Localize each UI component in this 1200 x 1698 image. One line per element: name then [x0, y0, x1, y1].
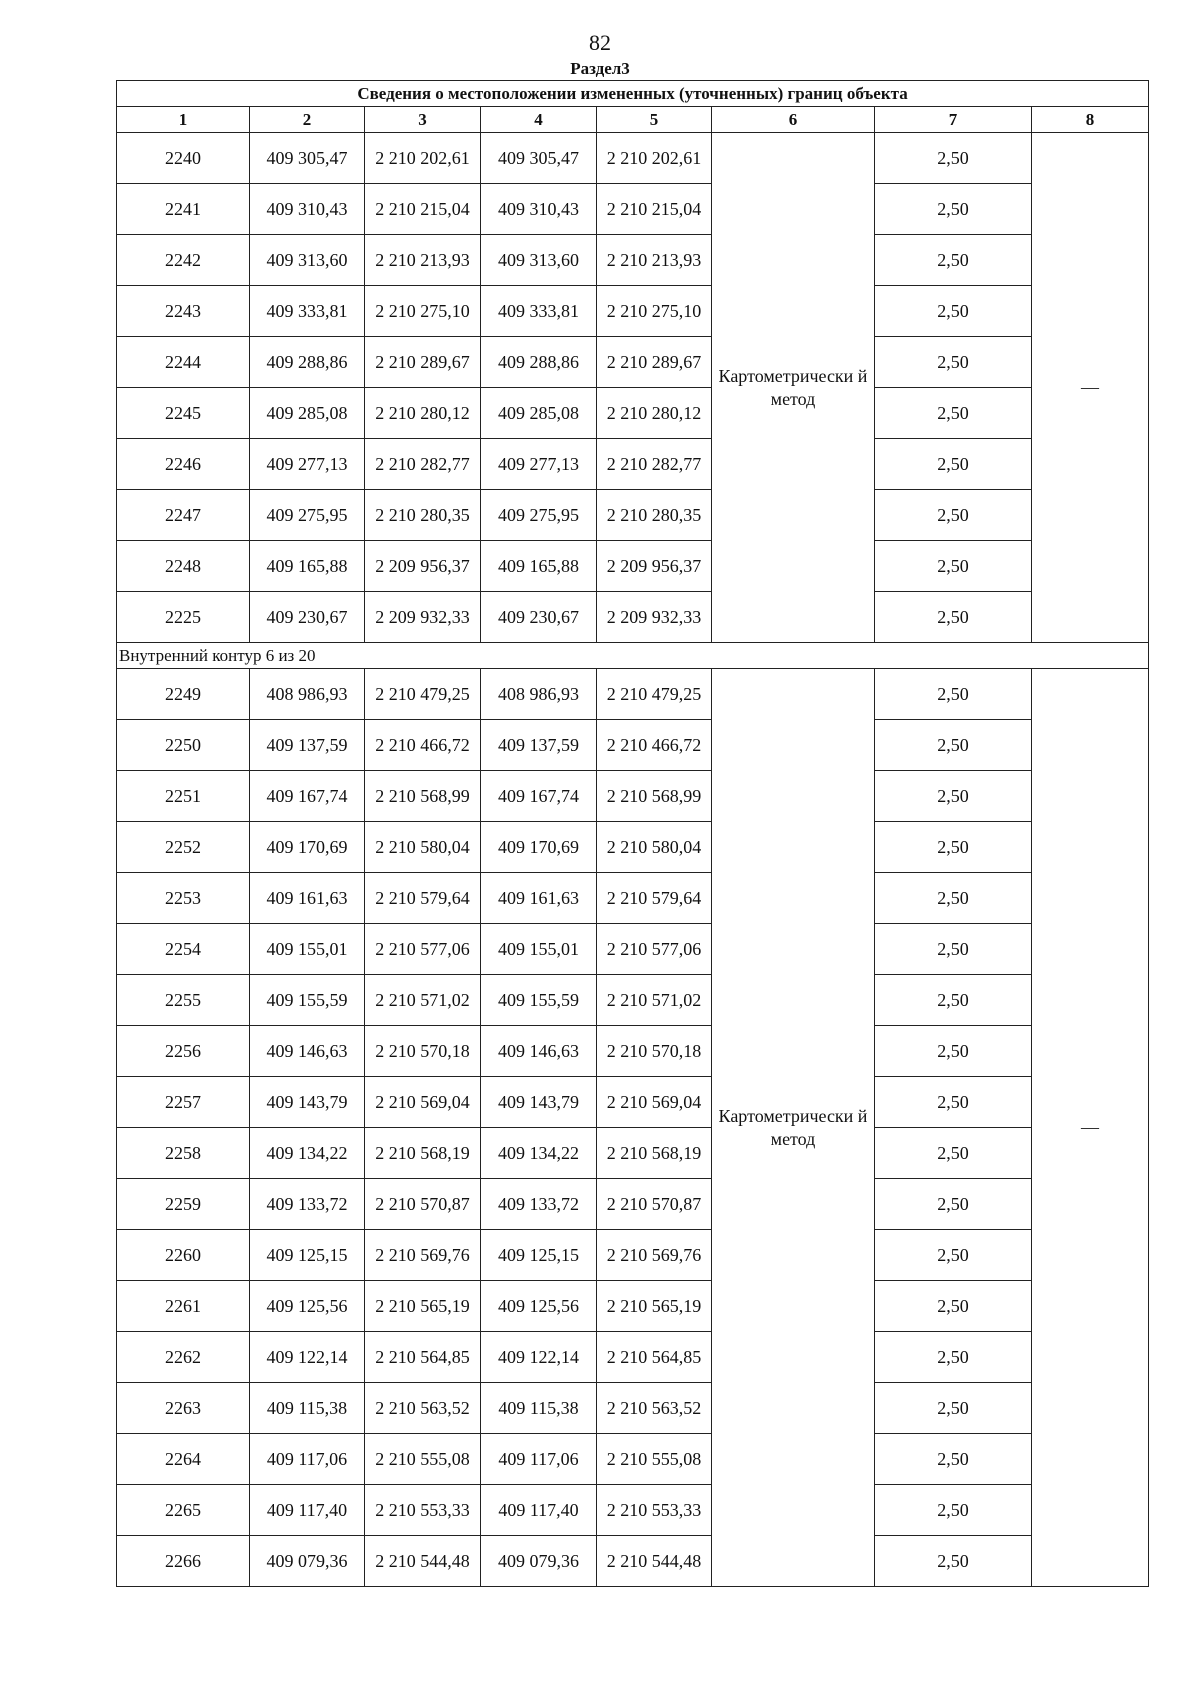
x-new-cell: 409 122,14: [481, 1332, 597, 1383]
x-new-cell: 409 165,88: [481, 541, 597, 592]
table-title-row: [117, 81, 1149, 107]
table-row: [117, 235, 1149, 286]
x-new-cell: 409 277,13: [481, 439, 597, 490]
accuracy-cell: 2,50: [875, 1332, 1032, 1383]
point-number-cell: 2260: [117, 1230, 250, 1281]
column-header-1: 1: [117, 107, 250, 133]
table-row: [117, 1434, 1149, 1485]
y-old-cell: 2 210 568,19: [365, 1128, 481, 1179]
y-old-cell: 2 210 580,04: [365, 822, 481, 873]
x-old-cell: 409 122,14: [250, 1332, 365, 1383]
accuracy-cell: 2,50: [875, 133, 1032, 184]
y-new-cell: 2 210 275,10: [597, 286, 712, 337]
y-new-cell: 2 210 577,06: [597, 924, 712, 975]
point-number-cell: 2258: [117, 1128, 250, 1179]
y-old-cell: 2 210 569,76: [365, 1230, 481, 1281]
x-old-cell: 409 115,38: [250, 1383, 365, 1434]
table-row: [117, 490, 1149, 541]
y-old-cell: 2 210 563,52: [365, 1383, 481, 1434]
accuracy-cell: 2,50: [875, 1026, 1032, 1077]
y-new-cell: 2 210 215,04: [597, 184, 712, 235]
column-header-2: 2: [250, 107, 365, 133]
table-row: [117, 1077, 1149, 1128]
y-old-cell: 2 210 569,04: [365, 1077, 481, 1128]
point-number-cell: 2247: [117, 490, 250, 541]
column-header-7: 7: [875, 107, 1032, 133]
x-old-cell: 409 313,60: [250, 235, 365, 286]
y-new-cell: 2 210 565,19: [597, 1281, 712, 1332]
description-cell: —: [1032, 669, 1149, 1587]
point-number-cell: 2255: [117, 975, 250, 1026]
point-number-cell: 2246: [117, 439, 250, 490]
accuracy-cell: 2,50: [875, 184, 1032, 235]
accuracy-cell: 2,50: [875, 1281, 1032, 1332]
x-old-cell: 409 117,06: [250, 1434, 365, 1485]
y-new-cell: 2 210 579,64: [597, 873, 712, 924]
y-old-cell: 2 210 564,85: [365, 1332, 481, 1383]
column-header-row: [117, 107, 1149, 133]
column-header-6: 6: [712, 107, 875, 133]
point-number-cell: 2225: [117, 592, 250, 643]
accuracy-cell: 2,50: [875, 924, 1032, 975]
x-new-cell: 409 288,86: [481, 337, 597, 388]
y-old-cell: 2 209 956,37: [365, 541, 481, 592]
accuracy-cell: 2,50: [875, 1179, 1032, 1230]
point-number-cell: 2250: [117, 720, 250, 771]
accuracy-cell: 2,50: [875, 1434, 1032, 1485]
x-new-cell: 409 170,69: [481, 822, 597, 873]
x-old-cell: 409 134,22: [250, 1128, 365, 1179]
accuracy-cell: 2,50: [875, 873, 1032, 924]
column-header-5: 5: [597, 107, 712, 133]
y-new-cell: 2 210 202,61: [597, 133, 712, 184]
method-cell: Картометрически й метод: [712, 133, 875, 643]
x-old-cell: 409 155,59: [250, 975, 365, 1026]
y-new-cell: 2 210 563,52: [597, 1383, 712, 1434]
y-old-cell: 2 209 932,33: [365, 592, 481, 643]
table-row: [117, 873, 1149, 924]
x-old-cell: 409 288,86: [250, 337, 365, 388]
x-new-cell: 409 161,63: [481, 873, 597, 924]
y-old-cell: 2 210 479,25: [365, 669, 481, 720]
contour-label: Внутренний контур 6 из 20: [117, 643, 1149, 669]
accuracy-cell: 2,50: [875, 337, 1032, 388]
x-old-cell: 409 285,08: [250, 388, 365, 439]
x-new-cell: 409 134,22: [481, 1128, 597, 1179]
x-new-cell: 409 333,81: [481, 286, 597, 337]
table-row: [117, 669, 1149, 720]
y-new-cell: 2 210 569,76: [597, 1230, 712, 1281]
accuracy-cell: 2,50: [875, 975, 1032, 1026]
point-number-cell: 2245: [117, 388, 250, 439]
table-row: [117, 1230, 1149, 1281]
accuracy-cell: 2,50: [875, 388, 1032, 439]
y-old-cell: 2 210 544,48: [365, 1536, 481, 1587]
y-old-cell: 2 210 282,77: [365, 439, 481, 490]
x-new-cell: 409 155,59: [481, 975, 597, 1026]
y-old-cell: 2 210 570,87: [365, 1179, 481, 1230]
accuracy-cell: 2,50: [875, 592, 1032, 643]
x-old-cell: 409 146,63: [250, 1026, 365, 1077]
x-old-cell: 409 133,72: [250, 1179, 365, 1230]
y-new-cell: 2 210 580,04: [597, 822, 712, 873]
x-new-cell: 409 285,08: [481, 388, 597, 439]
point-number-cell: 2265: [117, 1485, 250, 1536]
accuracy-cell: 2,50: [875, 439, 1032, 490]
column-header-8: 8: [1032, 107, 1149, 133]
point-number-cell: 2252: [117, 822, 250, 873]
x-old-cell: 409 137,59: [250, 720, 365, 771]
accuracy-cell: 2,50: [875, 1536, 1032, 1587]
y-new-cell: 2 210 213,93: [597, 235, 712, 286]
x-new-cell: 409 133,72: [481, 1179, 597, 1230]
x-old-cell: 409 143,79: [250, 1077, 365, 1128]
x-old-cell: 409 165,88: [250, 541, 365, 592]
point-number-cell: 2249: [117, 669, 250, 720]
accuracy-cell: 2,50: [875, 771, 1032, 822]
x-old-cell: 409 170,69: [250, 822, 365, 873]
point-number-cell: 2257: [117, 1077, 250, 1128]
x-old-cell: 409 275,95: [250, 490, 365, 541]
point-number-cell: 2264: [117, 1434, 250, 1485]
accuracy-cell: 2,50: [875, 1230, 1032, 1281]
table-row: [117, 771, 1149, 822]
y-old-cell: 2 210 275,10: [365, 286, 481, 337]
point-number-cell: 2248: [117, 541, 250, 592]
x-new-cell: 409 155,01: [481, 924, 597, 975]
y-new-cell: 2 209 932,33: [597, 592, 712, 643]
x-old-cell: 409 125,15: [250, 1230, 365, 1281]
table-row: [117, 1485, 1149, 1536]
y-old-cell: 2 210 571,02: [365, 975, 481, 1026]
point-number-cell: 2261: [117, 1281, 250, 1332]
x-new-cell: 409 117,06: [481, 1434, 597, 1485]
accuracy-cell: 2,50: [875, 286, 1032, 337]
table-row: [117, 133, 1149, 184]
y-old-cell: 2 210 215,04: [365, 184, 481, 235]
point-number-cell: 2251: [117, 771, 250, 822]
point-number-cell: 2241: [117, 184, 250, 235]
y-old-cell: 2 210 202,61: [365, 133, 481, 184]
point-number-cell: 2262: [117, 1332, 250, 1383]
x-new-cell: 409 313,60: [481, 235, 597, 286]
x-old-cell: 409 161,63: [250, 873, 365, 924]
y-new-cell: 2 210 568,19: [597, 1128, 712, 1179]
boundary-table: [116, 80, 1149, 1587]
x-new-cell: 409 117,40: [481, 1485, 597, 1536]
y-new-cell: 2 210 280,35: [597, 490, 712, 541]
x-old-cell: 409 125,56: [250, 1281, 365, 1332]
y-old-cell: 2 210 466,72: [365, 720, 481, 771]
point-number-cell: 2259: [117, 1179, 250, 1230]
y-old-cell: 2 210 568,99: [365, 771, 481, 822]
accuracy-cell: 2,50: [875, 541, 1032, 592]
y-new-cell: 2 210 570,87: [597, 1179, 712, 1230]
point-number-cell: 2244: [117, 337, 250, 388]
y-new-cell: 2 210 553,33: [597, 1485, 712, 1536]
description-cell: —: [1032, 133, 1149, 643]
x-old-cell: 409 079,36: [250, 1536, 365, 1587]
point-number-cell: 2256: [117, 1026, 250, 1077]
x-new-cell: 409 310,43: [481, 184, 597, 235]
column-header-4: 4: [481, 107, 597, 133]
x-old-cell: 409 305,47: [250, 133, 365, 184]
section-label: Раздел3: [570, 59, 630, 78]
x-old-cell: 409 117,40: [250, 1485, 365, 1536]
accuracy-cell: 2,50: [875, 669, 1032, 720]
table-title: Сведения о местоположении измененных (уточненных) границ объекта: [117, 81, 1149, 107]
accuracy-cell: 2,50: [875, 1383, 1032, 1434]
y-new-cell: 2 210 570,18: [597, 1026, 712, 1077]
table-row: [117, 1383, 1149, 1434]
x-new-cell: 409 230,67: [481, 592, 597, 643]
x-old-cell: 409 167,74: [250, 771, 365, 822]
x-new-cell: 409 275,95: [481, 490, 597, 541]
x-new-cell: 409 115,38: [481, 1383, 597, 1434]
table-row: [117, 1536, 1149, 1587]
y-old-cell: 2 210 577,06: [365, 924, 481, 975]
x-new-cell: 408 986,93: [481, 669, 597, 720]
table-row: [117, 337, 1149, 388]
x-new-cell: 409 143,79: [481, 1077, 597, 1128]
table-row: [117, 1332, 1149, 1383]
y-new-cell: 2 210 282,77: [597, 439, 712, 490]
table-row: [117, 1281, 1149, 1332]
x-new-cell: 409 079,36: [481, 1536, 597, 1587]
y-new-cell: 2 209 956,37: [597, 541, 712, 592]
y-new-cell: 2 210 571,02: [597, 975, 712, 1026]
accuracy-cell: 2,50: [875, 490, 1032, 541]
y-new-cell: 2 210 568,99: [597, 771, 712, 822]
y-old-cell: 2 210 280,35: [365, 490, 481, 541]
y-old-cell: 2 210 565,19: [365, 1281, 481, 1332]
page-number: 82: [589, 30, 611, 55]
x-new-cell: 409 125,56: [481, 1281, 597, 1332]
point-number-cell: 2240: [117, 133, 250, 184]
y-new-cell: 2 210 280,12: [597, 388, 712, 439]
table-row: [117, 1128, 1149, 1179]
x-old-cell: 409 230,67: [250, 592, 365, 643]
y-new-cell: 2 210 289,67: [597, 337, 712, 388]
x-new-cell: 409 125,15: [481, 1230, 597, 1281]
table-row: [117, 439, 1149, 490]
table-row: [117, 184, 1149, 235]
y-old-cell: 2 210 280,12: [365, 388, 481, 439]
point-number-cell: 2266: [117, 1536, 250, 1587]
accuracy-cell: 2,50: [875, 822, 1032, 873]
y-new-cell: 2 210 555,08: [597, 1434, 712, 1485]
y-old-cell: 2 210 579,64: [365, 873, 481, 924]
x-old-cell: 409 310,43: [250, 184, 365, 235]
y-old-cell: 2 210 555,08: [365, 1434, 481, 1485]
table-row: [117, 286, 1149, 337]
accuracy-cell: 2,50: [875, 1485, 1032, 1536]
x-old-cell: 409 333,81: [250, 286, 365, 337]
table-row: [117, 592, 1149, 643]
contour-label-row: [117, 643, 1149, 669]
table-row: [117, 1179, 1149, 1230]
y-new-cell: 2 210 544,48: [597, 1536, 712, 1587]
y-new-cell: 2 210 479,25: [597, 669, 712, 720]
accuracy-cell: 2,50: [875, 720, 1032, 771]
method-cell: Картометрически й метод: [712, 669, 875, 1587]
point-number-cell: 2242: [117, 235, 250, 286]
table-row: [117, 388, 1149, 439]
y-old-cell: 2 210 213,93: [365, 235, 481, 286]
point-number-cell: 2253: [117, 873, 250, 924]
table-row: [117, 924, 1149, 975]
table-row: [117, 541, 1149, 592]
y-old-cell: 2 210 570,18: [365, 1026, 481, 1077]
point-number-cell: 2263: [117, 1383, 250, 1434]
table-row: [117, 1026, 1149, 1077]
y-new-cell: 2 210 564,85: [597, 1332, 712, 1383]
table-row: [117, 720, 1149, 771]
point-number-cell: 2243: [117, 286, 250, 337]
x-new-cell: 409 305,47: [481, 133, 597, 184]
point-number-cell: 2254: [117, 924, 250, 975]
accuracy-cell: 2,50: [875, 235, 1032, 286]
column-header-3: 3: [365, 107, 481, 133]
x-old-cell: 409 155,01: [250, 924, 365, 975]
x-old-cell: 409 277,13: [250, 439, 365, 490]
y-old-cell: 2 210 553,33: [365, 1485, 481, 1536]
table-row: [117, 822, 1149, 873]
x-new-cell: 409 137,59: [481, 720, 597, 771]
accuracy-cell: 2,50: [875, 1077, 1032, 1128]
y-new-cell: 2 210 569,04: [597, 1077, 712, 1128]
x-old-cell: 408 986,93: [250, 669, 365, 720]
y-old-cell: 2 210 289,67: [365, 337, 481, 388]
x-new-cell: 409 146,63: [481, 1026, 597, 1077]
y-new-cell: 2 210 466,72: [597, 720, 712, 771]
table-row: [117, 975, 1149, 1026]
x-new-cell: 409 167,74: [481, 771, 597, 822]
accuracy-cell: 2,50: [875, 1128, 1032, 1179]
